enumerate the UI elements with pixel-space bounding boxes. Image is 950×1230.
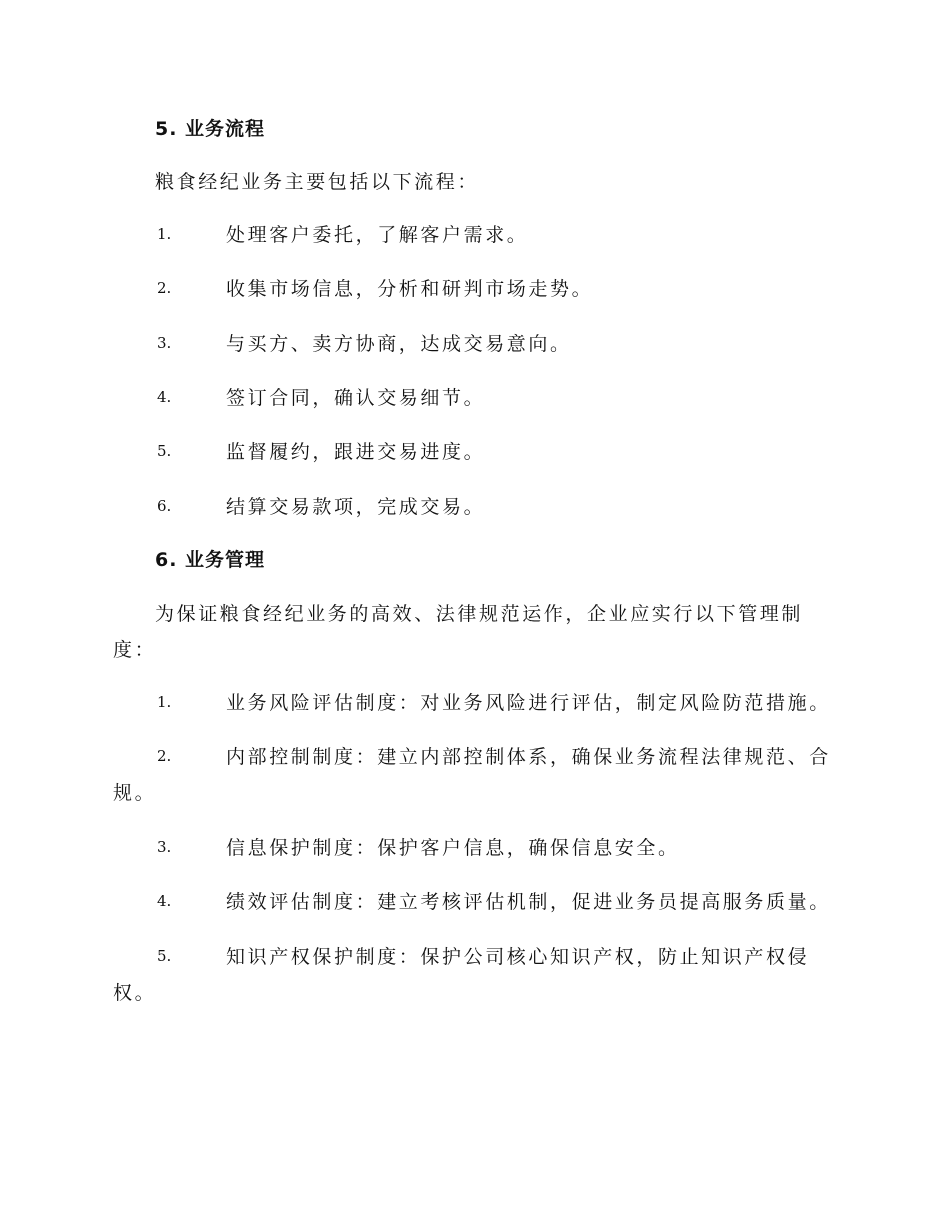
list-item [0,437,950,467]
list-item-number: 1. [157,693,172,711]
list-item-text: 处理客户委托，了解客户需求。 [226,224,529,246]
section-6-heading: 6. 业务管理 [155,549,266,571]
list-item [0,329,950,359]
list-item-number: 6. [157,497,172,515]
list-item [0,274,950,304]
list-item-text: 信息保护制度：保护客户信息，确保信息安全。 [226,837,680,859]
list-item [0,887,950,917]
section-5-intro: 粮食经纪业务主要包括以下流程： [155,171,480,193]
section-6-intro-line1: 为保证粮食经纪业务的高效、法律规范运作，企业应实行以下管理制 [155,603,804,625]
list-item-text: 收集市场信息，分析和研判市场走势。 [226,278,594,300]
list-item-number: 3. [157,838,172,856]
list-item-text: 与买方、卖方协商，达成交易意向。 [226,333,572,355]
list-item-number: 1. [157,225,172,243]
list-item-continuation: 权。 [113,982,157,1004]
list-item [0,942,950,972]
list-item-number: 5. [157,947,172,965]
list-item-number: 5. [157,442,172,460]
list-item-text: 签订合同，确认交易细节。 [226,387,486,409]
list-item-number: 3. [157,334,172,352]
list-item [0,742,950,772]
list-item [0,383,950,413]
section-6-intro-line2: 度： [113,639,157,661]
list-item [0,833,950,863]
list-item-number: 4. [157,388,172,406]
list-item-text: 绩效评估制度：建立考核评估机制，促进业务员提高服务质量。 [226,891,831,913]
list-item-text: 知识产权保护制度：保护公司核心知识产权，防止知识产权侵 [226,946,810,968]
list-item-number: 2. [157,747,172,765]
list-item [0,688,950,718]
list-item [0,220,950,250]
list-item-text: 监督履约，跟进交易进度。 [226,441,486,463]
list-item-text: 结算交易款项，完成交易。 [226,496,486,518]
list-item [0,492,950,522]
list-item-number: 2. [157,279,172,297]
list-item-text: 内部控制制度：建立内部控制体系，确保业务流程法律规范、合 [226,746,831,768]
section-5-heading: 5. 业务流程 [155,118,266,140]
list-item-continuation: 规。 [113,782,157,804]
list-item-number: 4. [157,892,172,910]
list-item-text: 业务风险评估制度：对业务风险进行评估，制定风险防范措施。 [226,692,831,714]
